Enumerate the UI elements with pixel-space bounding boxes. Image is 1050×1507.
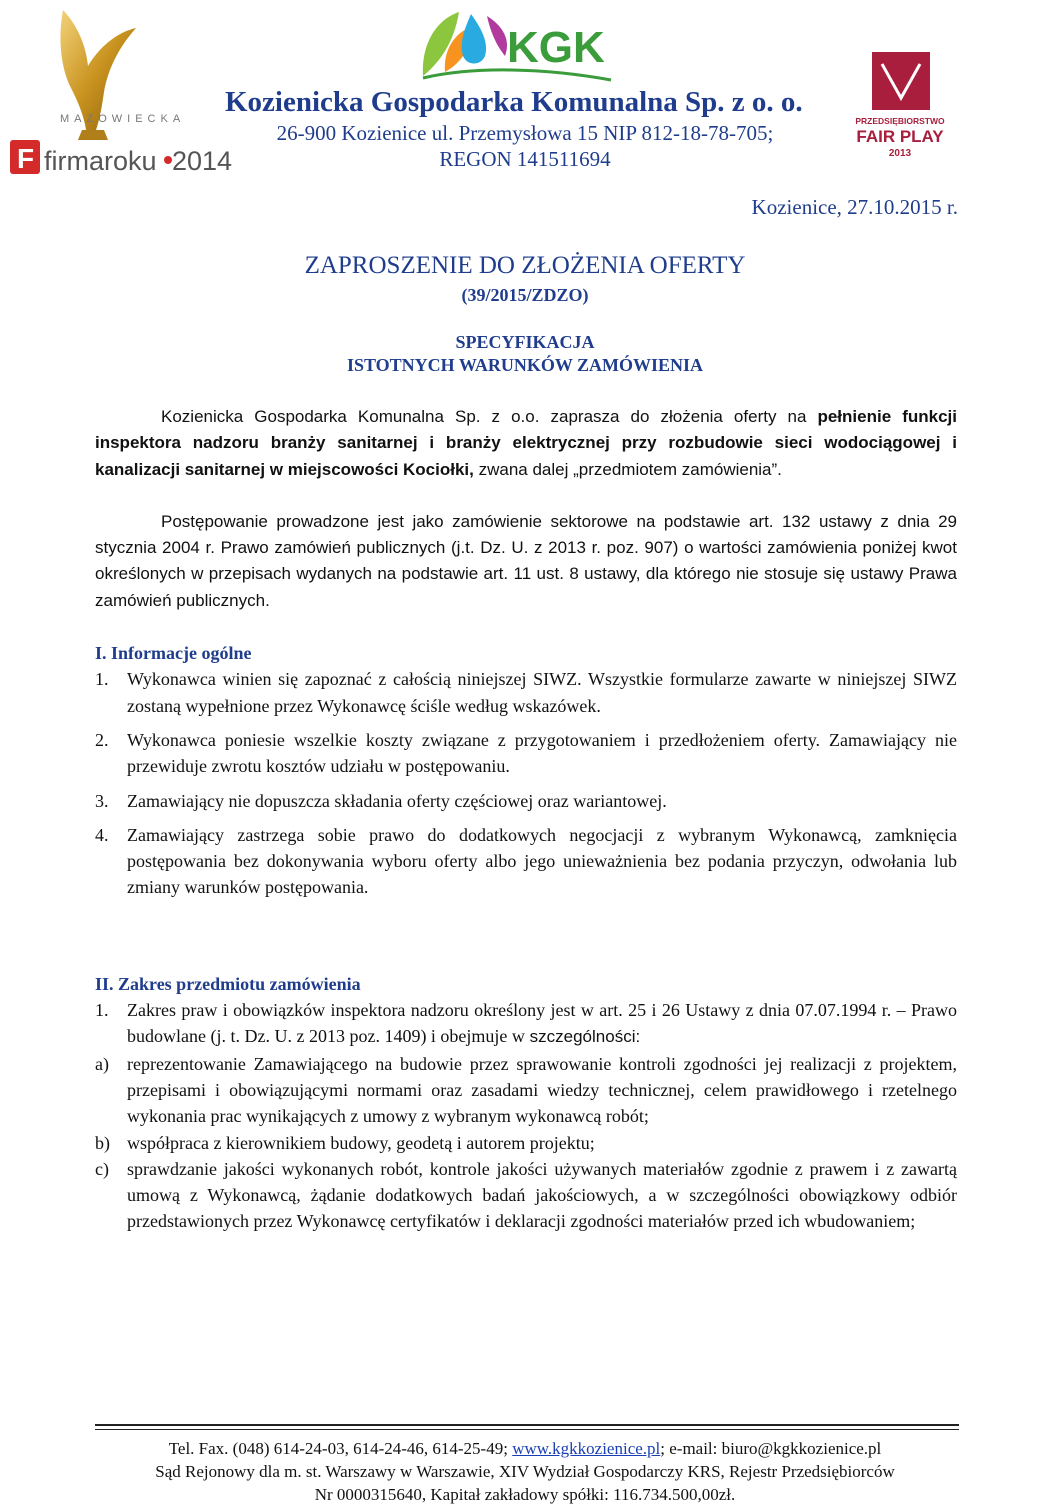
- document-number: (39/2015/ZDZO): [461, 285, 589, 305]
- document-title: ZAPROSZENIE DO ZŁOŻENIA OFERTY: [304, 252, 746, 279]
- footer-contact: Tel. Fax. (048) 614-24-03, 614-24-46, 614-25-49; www.kgkkozienice.pl; e-mail: biuro@kgkkozienice.pl: [168, 1439, 882, 1458]
- company-regon: REGON 141511694: [439, 147, 611, 171]
- document-body: [95, 404, 957, 1235]
- list-item: 2. Wykonawca poniesie wszelkie koszty związane z przygotowaniem i przedłożeniem oferty. Zamawiający nie przewiduje zwrotu kosztów udziału w postępowaniu.: [95, 729, 957, 777]
- website-link[interactable]: www.kgkkozienice.pl: [512, 1439, 661, 1458]
- fair-play-badge-icon: [872, 52, 930, 110]
- svg-text:firmaroku: firmaroku: [44, 146, 157, 176]
- svg-text:PRZEDSIĘBIORSTWO: PRZEDSIĘBIORSTWO: [855, 116, 945, 126]
- letterhead: [0, 0, 960, 240]
- list-item: 3. Zamawiający nie dopuszcza składania oferty częściowej oraz wariantowej.: [95, 790, 667, 811]
- svg-text:2014: 2014: [172, 146, 233, 176]
- subject-of-order: pełnienie funkcji inspektora nadzoru branży sanitarnej i branży elektrycznej przy rozbudowie sieci wodociągowej i kanalizacji sanitarnej w miejscowości Kociołki,: [95, 407, 957, 479]
- leaf-drop-icon: [423, 12, 507, 76]
- section-heading-scope: II. Zakres przedmiotu zamówienia: [95, 973, 361, 994]
- list-subitem: a) reprezentowanie Zamawiającego na budowie przez sprawowanie kontroli zgodności jej realizacji z projektem, przepisami i obowiązującymi normami oraz zasadami wiedzy technicznej, celem prawidłowego i rzetelnego wykonania prac wynikających z umowy z wybranym wykonawcą robót;: [95, 1053, 957, 1127]
- list-subitem: c) sprawdzanie jakości wykonanych robót, kontrole jakości używanych materiałów zgodnie z prawem i z zawartą umową z Wykonawcą, żądanie dodatkowych badań jakościowych, a w szczególności obowiązkowy odbiór przedstawionych przez Wykonawcę certyfikatów i deklaracji zgodności materiałów przed ich wbudowaniem;: [95, 1158, 957, 1232]
- procedure-paragraph: Postępowanie prowadzone jest jako zamówienie sektorowe na podstawie art. 132 ustawy z dnia 29 stycznia 2004 r. Prawo zamówień publicznych (j.t. Dz. U. z 2013 r. poz. 907) o wartości zamówienia poniżej kwot określonych w przepisach wydanych na podstawie art. 11 ust. 8 ustawy, dla którego nie stosuje się ustawy Prawa zamówień publicznych.: [95, 511, 957, 610]
- document-subtitle-line2: ISTOTNYCH WARUNKÓW ZAMÓWIENIA: [346, 355, 704, 375]
- svg-text:2013: 2013: [888, 148, 912, 159]
- list-item: 1. Zakres praw i obowiązków inspektora nadzoru określony jest w art. 25 i 26 Ustawy z dnia 07.07.1994 r. – Prawo budowlane (j. t. Dz. U. z 2013 poz. 1409) i obejmuje w szczególności:: [95, 1000, 957, 1047]
- list-subitem: b) współpraca z kierownikiem budowy, geodetą i autorem projektu;: [95, 1132, 595, 1153]
- company-name: Kozienicka Gospodarka Komunalna Sp. z o. o.: [225, 86, 803, 118]
- document-subtitle-line1: SPECYFIKACJA: [455, 332, 595, 352]
- kgk-logo: [415, 6, 615, 82]
- footer-court-registry: Sąd Rejonowy dla m. st. Warszawy w Warszawie, XIV Wydział Gospodarczy KRS, Rejestr Przedsiębiorców: [155, 1462, 895, 1481]
- document-date: Kozienice, 27.10.2015 r.: [751, 195, 958, 219]
- company-address: 26-900 Kozienice ul. Przemysłowa 15 NIP 812-18-78-705;: [276, 121, 774, 145]
- svg-text:MAZOWIECKA: MAZOWIECKA: [60, 113, 186, 125]
- footer-divider-thin: [95, 1429, 959, 1430]
- section-heading-general-info: I. Informacje ogólne: [95, 643, 252, 664]
- svg-text:KGK: KGK: [507, 23, 605, 72]
- svg-text:F: F: [17, 143, 35, 174]
- list-item: 1. Wykonawca winien się zapoznać z całością niniejszej SIWZ. Wszystkie formularze zawarte w niniejszej SIWZ zostaną wypełnione przez Wykonawcę ściśle według wskazówek.: [95, 669, 957, 716]
- footer-divider: [95, 1424, 959, 1426]
- intro-paragraph: Kozienicka Gospodarka Komunalna Sp. z o.o. zaprasza do złożenia oferty na pełnienie funkcji inspektora nadzoru branży sanitarnej i branży elektrycznej przy rozbudowie sieci wodociągowej i kanalizacji sanitarnej w miejscowości Kociołki, zwana dalej „przedmiotem zamówienia”.: [95, 407, 957, 479]
- list-item: 4. Zamawiający zastrzega sobie prawo do dodatkowych negocjacji z wybranym Wykonawcą, zamknięcia postępowania bez dokonywania wyboru oferty albo jego unieważnienia bez podania przyczyn, odwołania lub zmiany warunków postępowania.: [95, 824, 957, 898]
- footer-krs-capital: Nr 0000315640, Kapitał zakładowy spółki: 116.734.500,00zł.: [314, 1485, 736, 1504]
- svg-text:FAIR PLAY: FAIR PLAY: [856, 127, 944, 146]
